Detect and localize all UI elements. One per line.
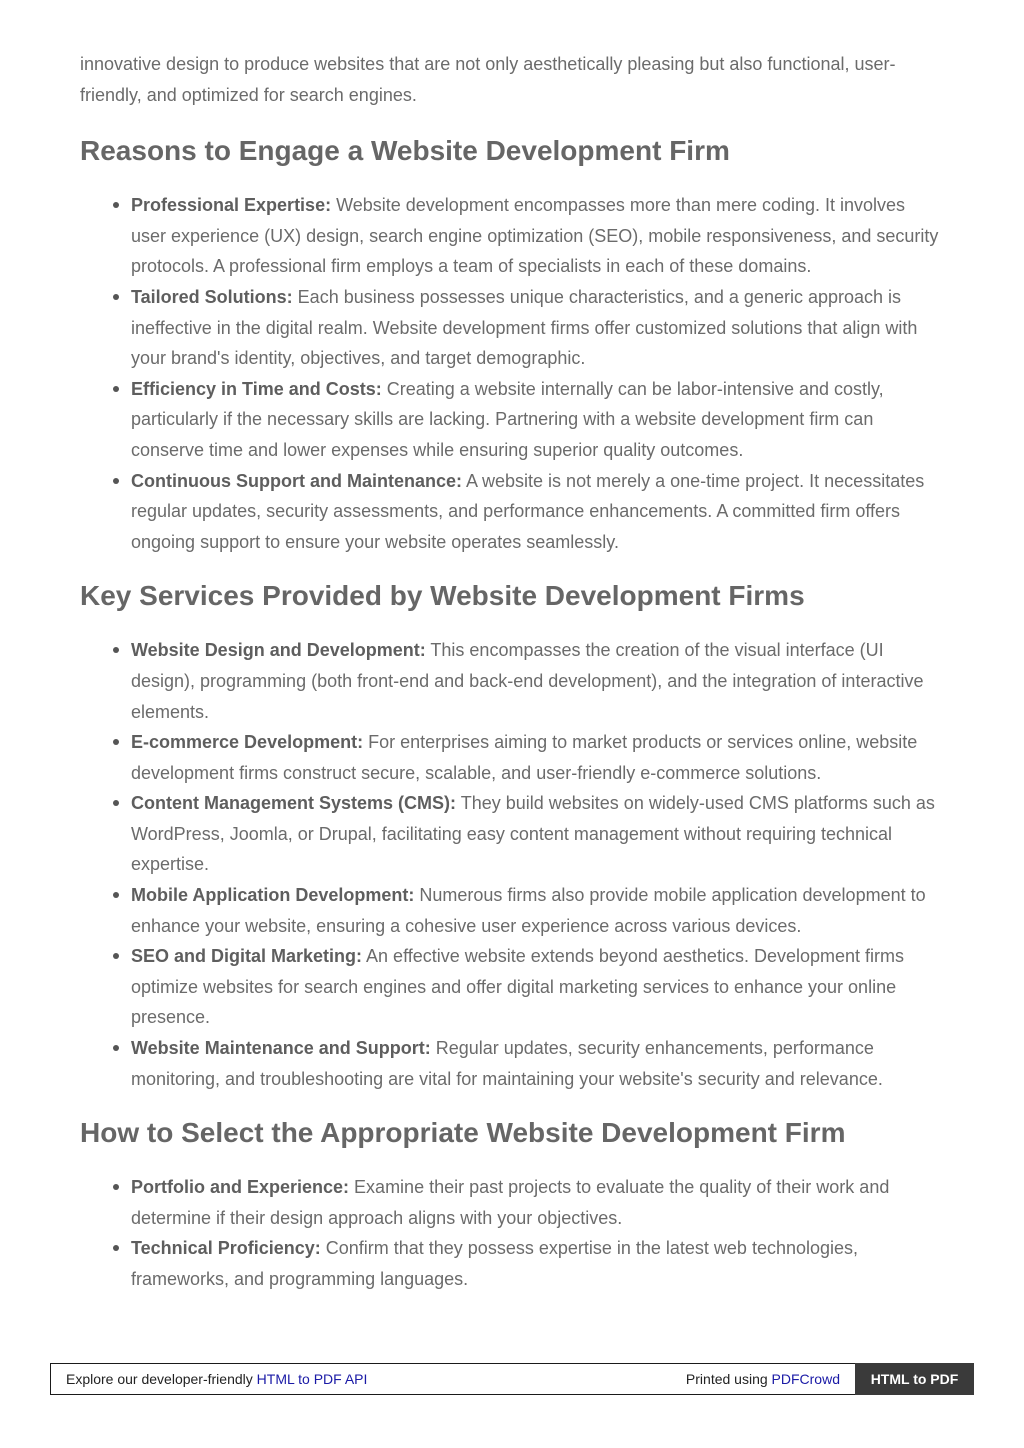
- html-to-pdf-api-link[interactable]: HTML to PDF API: [256, 1371, 368, 1387]
- footer-promo: [66, 1364, 367, 1394]
- list-item: [131, 1033, 944, 1094]
- item-text: A website is not merely a one-time project. It necessitates regular updates, security assessments, and performance enhancements. A committed firm offers ongoing support to ensure your website operates seamlessly.: [131, 470, 925, 552]
- pdf-footer-bar: [50, 1363, 974, 1395]
- item-text: For enterprises aiming to market products or services online, website development firms construct secure, scalable, and user-friendly e-commerce solutions.: [131, 732, 918, 783]
- section-heading-reasons: Reasons to Engage a Website Development Firm: [80, 135, 730, 167]
- html-to-pdf-button[interactable]: HTML to PDF: [855, 1363, 974, 1395]
- list-item: [131, 1233, 944, 1294]
- item-term: Portfolio and Experience:: [131, 1177, 350, 1198]
- item-term: Technical Proficiency:: [131, 1238, 321, 1259]
- list-item: [131, 466, 944, 558]
- item-text: This encompasses the creation of the visual interface (UI design), programming (both front-end and back-end development), and the integration of interactive elements.: [131, 640, 924, 722]
- footer-printed-using: [686, 1364, 840, 1394]
- reasons-list: [80, 190, 944, 557]
- selection-list: [80, 1172, 944, 1294]
- item-term: Content Management Systems (CMS):: [131, 793, 457, 814]
- list-item: [131, 880, 944, 941]
- item-text: An effective website extends beyond aesthetics. Development firms optimize websites for search engines and offer digital marketing services to enhance your online presence.: [131, 946, 904, 1028]
- footer-printed-text: Printed using: [685, 1371, 772, 1387]
- list-item: [131, 788, 944, 880]
- list-item: [131, 1172, 944, 1233]
- list-item: [131, 635, 944, 727]
- item-text: Confirm that they possess expertise in the latest web technologies, frameworks, and programming languages.: [131, 1238, 859, 1289]
- item-term: Efficiency in Time and Costs:: [131, 378, 382, 399]
- pdfcrowd-link[interactable]: PDFCrowd: [771, 1371, 840, 1387]
- list-item: [131, 282, 944, 374]
- item-term: SEO and Digital Marketing:: [131, 946, 363, 967]
- footer-promo-text: Explore our developer-friendly: [66, 1371, 257, 1387]
- list-item: [131, 190, 944, 282]
- article-content: [80, 49, 944, 1295]
- item-text: They build websites on widely-used CMS platforms such as WordPress, Joomla, or Drupal, facilitating easy content management without requiring technical expertise.: [131, 793, 935, 875]
- item-text: Website development encompasses more than mere coding. It involves user experience (UX) design, search engine optimization (SEO), mobile responsiveness, and security protocols. A professional firm employs a team of specialists in each of these domains.: [131, 195, 939, 277]
- item-term: Continuous Support and Maintenance:: [131, 470, 462, 491]
- list-item: [131, 941, 944, 1033]
- item-text: Examine their past projects to evaluate the quality of their work and determine if their design approach aligns with your objectives.: [131, 1177, 890, 1228]
- item-text: Creating a website internally can be labor-intensive and costly, particularly if the necessary skills are lacking. Partnering with a website development firm can conserve time and lower expenses while ensuring superior quality outcomes.: [131, 378, 884, 460]
- item-term: Professional Expertise:: [131, 195, 332, 216]
- item-text: Numerous firms also provide mobile application development to enhance your website, ensuring a cohesive user experience across various devices.: [131, 885, 926, 936]
- item-text: Regular updates, security enhancements, performance monitoring, and troubleshooting are vital for maintaining your website's security and relevance.: [131, 1038, 883, 1089]
- services-list: [80, 635, 944, 1094]
- list-item: [131, 374, 944, 466]
- list-item: [131, 727, 944, 788]
- intro-paragraph: innovative design to produce websites that are not only aesthetically pleasing but also functional, user-friendly, and optimized for search engines.: [80, 54, 896, 105]
- item-term: E-commerce Development:: [131, 732, 364, 753]
- item-term: Tailored Solutions:: [131, 286, 293, 307]
- item-term: Website Maintenance and Support:: [131, 1038, 431, 1059]
- item-text: Each business possesses unique characteristics, and a generic approach is ineffective in the digital realm. Website development firms offer customized solutions that align with your brand's identity, objectives, and target demographic.: [131, 286, 918, 369]
- item-term: Website Design and Development:: [131, 640, 426, 661]
- section-heading-selection: How to Select the Appropriate Website Development Firm: [80, 1117, 846, 1149]
- item-term: Mobile Application Development:: [131, 885, 415, 906]
- section-heading-services: Key Services Provided by Website Development Firms: [80, 580, 805, 612]
